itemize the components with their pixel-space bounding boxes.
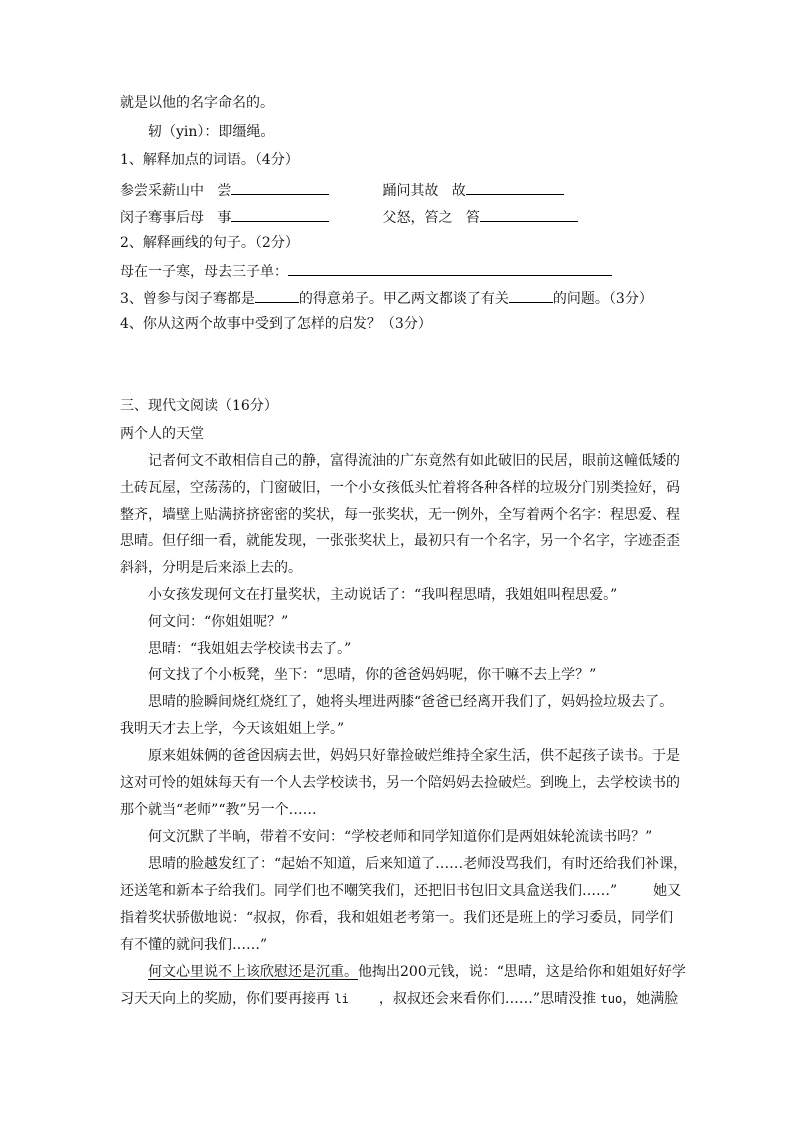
q1-item-1-word: 尝 [217,183,232,199]
pinyin-hint: li [334,992,349,1006]
annotation-note [148,122,274,142]
question-2: 2、解释画线的句子。（2分） [120,235,299,251]
q1-row-1 [120,179,564,201]
q1-item-4-phrase: 父怒，笞之 [382,210,453,226]
answer-blank[interactable] [231,179,329,195]
passage-line: 思晴的脸越发红了：“起始不知道，后来知道了……老师没骂我们，有时还给我们补课， [148,856,688,872]
passage-line: 记者何文不敢相信自己的静，富得流油的广东竟然有如此破旧的民居，眼前这幢低矮的 [148,453,680,469]
q1-row-2 [120,206,578,228]
passage-line: 有不懂的就问我们……” [120,937,268,953]
q1-item-1-phrase: 参尝采薪山中 [120,183,204,199]
q1-item-3 [120,206,378,228]
answer-blank[interactable] [231,206,329,222]
q1-item-2 [378,183,564,199]
answer-blank[interactable] [480,206,578,222]
passage-line: 整齐，墙壁上贴满挤挤密密的奖状，每一张奖状，无一例外，全写着两个名字：程思爱、程 [120,507,680,523]
question-1: 1、解释加点的词语。（4分） [120,152,299,168]
passage-line: 小女孩发现何文在打量奖状，主动说话了：“我叫程思晴，我姐姐叫程思爱。” [148,587,618,603]
q1-item-1 [120,179,378,201]
passage-line: 何文沉默了半晌，带着不安问：“学校老师和同学知道你们是两姐妹轮流读书吗？” [148,829,653,845]
annotation-gloss: 即缰绳。 [218,124,275,140]
q2-sentence: 母在一子寒，母去三子单： [120,264,288,280]
passage-segment: 他掏出200元钱，说：“思晴，这是给你和姐姐好好学 [358,964,686,980]
passage-line: 思晴的脸瞬间烧红烧红了，她将头埋进两膝“爸爸已经离开我们了，妈妈捡垃圾去了。 [148,694,674,710]
q1-item-2-phrase: 踊问其故 [382,183,439,199]
q1-item-2-word: 故 [451,183,466,199]
intro-line: 就是以他的名字命名的。 [120,95,274,111]
answer-blank[interactable] [288,260,612,276]
q2-sentence-line [120,260,612,282]
passage-line: 原来姐妹俩的爸爸因病去世，妈妈只好靠捡破烂维持全家生活，供不起孩子读书。于是 [148,748,680,764]
passage-segment: 她又 [653,883,682,899]
q3-text-3: 的问题。（3分） [552,291,653,307]
section-heading: 三、现代文阅读（16分） [120,398,278,414]
q3-text-2: 的得意弟子。甲乙两文都谈了有关 [298,291,509,307]
passage-line: 这对可怜的姐妹每天有一个人去学校读书，另一个陪妈妈去捡破烂。到晚上，去学校读书的 [120,775,680,791]
passage-segment: ，她满脸 [622,991,679,1007]
passage-segment: 习天天向上的奖励，你们要再接再 [120,991,330,1007]
pinyin-hint: tuo [600,992,623,1006]
passage-line: 斜斜，分明是后来添上去的。 [120,560,302,576]
passage-segment: ，叔叔还会来看你们……”思晴没推 [378,991,597,1007]
passage-line: 思晴：“我姐姐去学校读书去了。” [148,641,352,657]
answer-blank[interactable] [255,287,299,303]
question-4: 4、你从这两个故事中受到了怎样的启发？（3分） [120,316,432,332]
passage-line: 思晴。但仔细一看，就能发现，一张张奖状上，最初只有一个名字，另一个名字，字迹歪歪 [120,533,680,549]
passage-line: 土砖瓦屋，空荡荡的，门窗破旧，一个小女孩低头忙着将各种各样的垃圾分门别类捡好，码 [120,480,680,496]
passage-line: 何文找了个小板凳，坐下：“思晴，你的爸爸妈妈呢，你干嘛不去上学？” [148,667,597,683]
q1-item-3-word: 事 [217,210,232,226]
q3-text-1: 3、曾参与闵子骞都是 [120,291,255,307]
passage-segment: 还送笔和新本子给我们。同学们也不嘲笑我们，还把旧书包旧文具盒送我们……” [120,883,618,899]
passage-line: 何文问：“你姐姐呢？” [148,614,289,630]
underlined-sentence: 何文心里说不上该欣慰还是沉重。 [148,964,358,980]
question-3 [120,287,653,309]
q1-item-3-phrase: 闵子骞事后母 [120,210,204,226]
passage-line [120,989,678,1009]
answer-blank[interactable] [509,287,553,303]
passage-line: 我明天才去上学，今天该姐姐上学。” [120,721,345,737]
q1-item-4-word: 笞 [465,210,480,226]
answer-blank[interactable] [466,179,564,195]
q1-item-4 [378,210,578,226]
passage-line: 那个就当“老师”“教”另一个…… [120,802,317,818]
annotation-term: 轫（yin）： [148,124,219,140]
passage-line: 指着奖状骄傲地说：“叔叔，你看，我和姐姐老考第一。我们还是班上的学习委员，同学们 [120,910,674,926]
passage-title: 两个人的天堂 [120,426,204,442]
passage-line [120,881,681,901]
passage-line [148,962,686,982]
